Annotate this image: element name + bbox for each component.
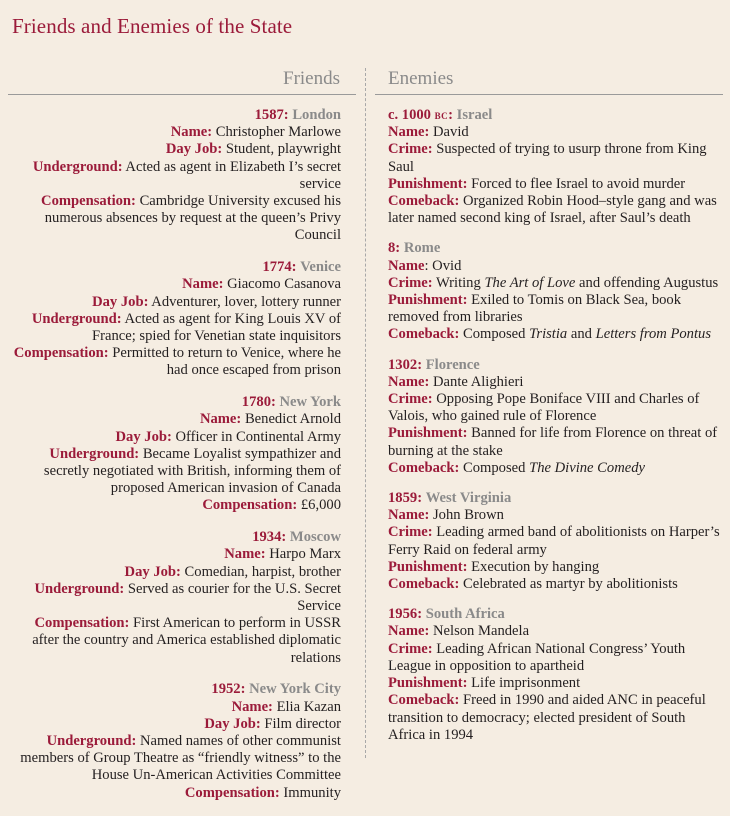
name-label: Name: (224, 546, 266, 563)
friend-entry-kazan (8, 681, 341, 801)
crime-label: Crime: (388, 640, 433, 657)
name-value: Nelson Mandela (433, 623, 530, 640)
compensation-value: £6,000 (300, 497, 341, 514)
dayjob-value: Comedian, harpist, brother (184, 563, 341, 580)
punishment-value: Execution by hanging (471, 558, 600, 575)
enemy-entry-brown (388, 490, 724, 593)
punishment-value: Forced to flee Israel to avoid murder (471, 175, 686, 192)
entry-header (388, 107, 724, 124)
name-label: Name: (231, 698, 273, 715)
compensation-label: Compensation: (34, 615, 130, 632)
crime-label: Crime: (388, 391, 433, 408)
compensation-value: First American to perform in USSR after the country and America established diplomatic relations (32, 615, 341, 666)
punishment-label: Punishment: (388, 558, 468, 575)
punishment-label: Punishment: (388, 425, 468, 442)
entry-year: 1774: (262, 259, 297, 276)
crime-label: Crime: (388, 141, 433, 158)
entry-place: Rome (403, 240, 441, 257)
entry-year: 1859: (388, 490, 423, 507)
entry-header (388, 357, 724, 374)
entry-header (388, 240, 724, 257)
name-label: Name: (388, 124, 430, 141)
friend-entry-marlowe (8, 107, 341, 245)
underground-value: Named names of other communist members of Group Theatre as “friendly witness” to the House Un-American Activities Committee (20, 733, 341, 784)
comeback-label: Comeback: (388, 692, 460, 709)
comeback-label: Comeback: (388, 459, 460, 476)
comeback-value: Celebrated as martyr by abolitionists (463, 576, 678, 593)
compensation-value: Permitted to return to Venice, where he had once escaped from prison (112, 345, 341, 379)
entry-header (8, 529, 341, 546)
underground-value: Acted as agent for King Louis XV of France; spied for Venetian state inquisitors (92, 310, 341, 345)
compensation-label: Compensation: (13, 345, 109, 362)
friend-entry-casanova (8, 259, 341, 379)
compensation-label: Compensation: (184, 784, 280, 801)
dayjob-value: Adventurer, lover, lottery runner (151, 293, 341, 310)
entry-header (388, 490, 724, 507)
compensation-label: Compensation: (41, 193, 136, 210)
friends-heading-rule (8, 94, 356, 95)
underground-label: Underground: (32, 158, 123, 175)
crime-value: Opposing Pope Boniface VIII and Charles of Valois, who gained rule of Florence (388, 391, 700, 425)
era-marker: bc (434, 108, 449, 122)
friend-entry-marx (8, 529, 341, 667)
enemy-entry-ovid (388, 240, 724, 343)
name-label: Name: (388, 373, 430, 390)
entry-year: 1780: (241, 394, 276, 411)
name-value: Benedict Arnold (244, 411, 341, 428)
page-title: Friends and Enemies of the State (12, 14, 293, 38)
underground-value: Served as courier for the U.S. Secret Service (127, 580, 341, 615)
book-title: Tristia (529, 326, 568, 343)
punishment-value: Exiled to Tomis on Black Sea, book removed from libraries (388, 292, 682, 326)
name-value: Elia Kazan (276, 698, 341, 715)
entry-year: 8: (388, 240, 401, 257)
friend-entry-arnold (8, 394, 341, 514)
dayjob-label: Day Job: (124, 563, 181, 580)
underground-value: Became Loyalist sympathizer and secretly negotiated with British, informing them of proposed American invasion of Canada (43, 445, 341, 497)
comeback-value: Organized Robin Hood–style gang and was later named second king of Israel, after Saul’s death (388, 193, 717, 227)
crime-label: Crime: (388, 524, 433, 541)
name-value: Christopher Marlowe (215, 124, 341, 141)
entry-header (8, 259, 341, 276)
name-label: Name: (199, 411, 242, 428)
dayjob-label: Day Job: (165, 141, 223, 158)
book-title: The Art of Love (484, 274, 576, 291)
compensation-value: Cambridge University excused his numerous absences by request at the queen’s Privy Council (44, 193, 341, 244)
crime-value: Writing The Art of Love and offending Augustus (435, 274, 719, 291)
enemies-heading-rule (375, 94, 723, 95)
name-value: : Ovid (424, 257, 462, 274)
dayjob-label: Day Job: (115, 428, 172, 445)
compensation-value: Immunity (283, 784, 341, 801)
underground-label: Underground: (46, 733, 137, 750)
friends-column-heading: Friends (283, 68, 340, 89)
crime-label: Crime: (388, 274, 433, 291)
dayjob-label: Day Job: (204, 715, 261, 732)
enemy-entry-mandela (388, 606, 724, 744)
enemy-entry-david (388, 107, 724, 227)
name-value: Dante Alighieri (433, 373, 524, 390)
name-label: Name: (388, 623, 430, 640)
comeback-value: Freed in 1990 and aided ANC in peaceful transition to democracy; elected president of South Africa in 1994 (388, 692, 706, 743)
enemies-column-heading: Enemies (388, 68, 454, 89)
crime-value: Suspected of trying to usurp throne from King Saul (388, 141, 707, 175)
entry-year: 1587: (254, 107, 289, 123)
dayjob-value: Officer in Continental Army (175, 428, 341, 445)
comeback-label: Comeback: (388, 326, 460, 343)
crime-value: Leading African National Congress’ Youth League in opposition to apartheid (388, 640, 686, 674)
underground-label: Underground: (31, 310, 122, 327)
name-value: John Brown (433, 507, 504, 524)
punishment-label: Punishment: (388, 292, 468, 309)
dayjob-value: Film director (264, 715, 341, 732)
underground-label: Underground: (49, 445, 140, 462)
entry-place: London (292, 107, 341, 123)
entry-header (8, 107, 341, 124)
entry-place: New York (279, 394, 341, 411)
punishment-value: Banned for life from Florence on threat of burning at the stake (388, 425, 718, 459)
entry-header (388, 606, 724, 623)
name-value: Giacomo Casanova (227, 276, 341, 293)
enemies-column (388, 107, 724, 757)
entry-place: Venice (300, 259, 341, 276)
name-value: David (433, 124, 469, 141)
underground-value: Acted as agent in Elizabeth I’s secret service (125, 158, 341, 192)
underground-label: Underground: (34, 580, 125, 597)
name-label: Name: (388, 507, 430, 524)
compensation-label: Compensation: (202, 497, 298, 514)
entry-year: 1956: (388, 606, 423, 623)
entry-place: Israel (456, 107, 493, 123)
book-title: Letters from Pontus (595, 326, 711, 343)
entry-header (8, 681, 341, 698)
entry-place: Moscow (289, 529, 341, 546)
book-title: The Divine Comedy (529, 459, 645, 476)
name-label: Name: (170, 124, 213, 141)
enemy-entry-dante (388, 357, 724, 477)
friends-column (8, 107, 341, 816)
comeback-value: Composed Tristia and Letters from Pontus (463, 326, 711, 343)
comeback-value: Composed The Divine Comedy (463, 459, 645, 476)
entry-place: Florence (425, 356, 480, 373)
entry-place: South Africa (425, 606, 505, 623)
name-label: Name: (182, 276, 224, 293)
punishment-value: Life imprisonment (471, 675, 581, 692)
dayjob-label: Day Job: (92, 293, 149, 310)
column-divider (365, 68, 366, 758)
crime-value: Leading armed band of abolitionists on Harper’s Ferry Raid on federal army (388, 524, 720, 558)
entry-place: West Virginia (425, 490, 512, 507)
name-value: Harpo Marx (269, 546, 341, 563)
entry-place: New York City (249, 681, 341, 698)
comeback-label: Comeback: (388, 193, 460, 210)
punishment-label: Punishment: (388, 675, 468, 692)
entry-year: c. 1000 bc: (388, 107, 454, 123)
dayjob-value: Student, playwright (225, 141, 341, 158)
comeback-label: Comeback: (388, 576, 460, 593)
entry-year: 1952: (211, 681, 246, 698)
entry-year: 1934: (252, 529, 287, 546)
entry-header (8, 394, 341, 411)
name-label: Name (388, 257, 425, 274)
entry-year: 1302: (388, 356, 423, 373)
punishment-label: Punishment: (388, 175, 468, 192)
